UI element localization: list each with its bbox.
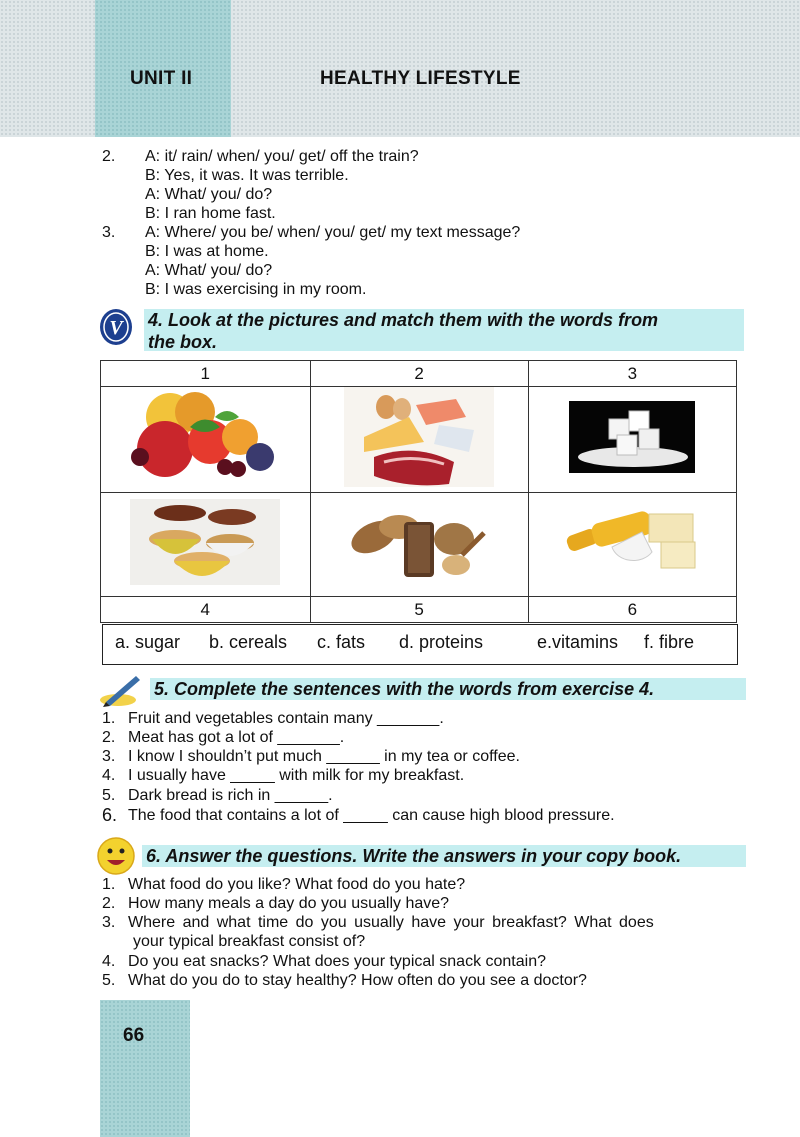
svg-text:V: V <box>109 317 123 339</box>
dialog-line: A: What/ you/ do? <box>145 186 273 203</box>
unit-label: UNIT II <box>130 68 193 89</box>
word-option: c. fats <box>317 632 366 652</box>
fats-image <box>557 502 707 582</box>
cereals-image <box>130 499 280 585</box>
list-item: I know I shouldn’t put much ______ in my tea or coffee. <box>128 748 520 765</box>
dialog-line: B: I was at home. <box>145 243 269 260</box>
task4-title <box>144 309 744 351</box>
list-item: The food that contains a lot of _____ can cause high blood pressure. <box>128 807 615 824</box>
picture-number: 6 <box>528 597 736 623</box>
list-number: 3. <box>102 914 116 931</box>
word-option: d. proteins <box>399 632 484 652</box>
list-number: 1. <box>102 876 116 893</box>
picture-number: 1 <box>101 361 311 387</box>
task4-title-line2: the box. <box>148 332 218 352</box>
list-number: 1. <box>102 710 116 727</box>
dialog-number: 3. <box>102 224 116 241</box>
picture-sugar <box>528 387 736 493</box>
dialog-line: B: I was exercising in my room. <box>145 281 367 298</box>
task6-title: 6. Answer the questions. Write the answers in your copy book. <box>142 845 746 867</box>
list-item: Dark bread is rich in ______. <box>128 787 333 804</box>
proteins-image <box>344 387 494 487</box>
task4-title-line1: 4. Look at the pictures and match them with the words from <box>148 310 659 330</box>
sugar-image <box>569 401 695 473</box>
unit-title: HEALTHY LIFESTYLE <box>320 68 521 89</box>
picture-number: 2 <box>310 361 528 387</box>
picture-cereals <box>101 493 311 597</box>
pen-icon <box>98 670 144 708</box>
picture-fibre <box>310 493 528 597</box>
list-number: 5. <box>102 787 116 804</box>
list-item: What food do you like? What food do you hate? <box>128 876 466 893</box>
dialog-line: B: I ran home fast. <box>145 205 276 222</box>
dialog-line: A: Where/ you be/ when/ you/ get/ my text message? <box>145 224 521 241</box>
list-item: Do you eat snacks? What does your typical snack contain? <box>128 953 546 970</box>
task5-title: 5. Complete the sentences with the words from exercise 4. <box>150 678 746 700</box>
smiley-icon <box>96 836 136 876</box>
list-item-continued: your typical breakfast consist of? <box>133 933 366 950</box>
list-item: Where and what time do you usually have your breakfast? What does <box>128 914 654 931</box>
picture-proteins <box>310 387 528 493</box>
list-item: What do you do to stay healthy? How often do you see a doctor? <box>128 972 587 989</box>
dialog-line: B: Yes, it was. It was terrible. <box>145 167 349 184</box>
fibre-image <box>344 497 494 587</box>
picture-number: 4 <box>101 597 311 623</box>
list-item: I usually have _____ with milk for my breakfast. <box>128 767 465 784</box>
list-item: Meat has got a lot of _______. <box>128 729 345 746</box>
list-number: 5. <box>102 972 116 989</box>
picture-number: 3 <box>528 361 736 387</box>
dialog-line: A: What/ you/ do? <box>145 262 273 279</box>
page-number: 66 <box>123 1025 145 1046</box>
word-option: f. fibre <box>644 632 695 652</box>
list-number: 4. <box>102 953 116 970</box>
list-item: How many meals a day do you usually have? <box>128 895 450 912</box>
word-box <box>102 624 738 665</box>
dialog-number: 2. <box>102 148 116 165</box>
fruit-image <box>120 387 290 487</box>
picture-number: 5 <box>310 597 528 623</box>
word-option: b. cereals <box>209 632 288 652</box>
picture-fruit <box>101 387 311 493</box>
list-item: Fruit and vegetables contain many _______. <box>128 710 444 727</box>
word-option: a. sugar <box>115 632 181 652</box>
list-number: 6. <box>102 805 118 825</box>
list-number: 2. <box>102 729 116 746</box>
list-number: 2. <box>102 895 116 912</box>
list-number: 3. <box>102 748 116 765</box>
page-number-band <box>100 1000 190 1137</box>
vocabulary-icon <box>98 307 134 347</box>
dialog-line: A: it/ rain/ when/ you/ get/ off the train? <box>145 148 419 165</box>
pictures-table <box>100 360 737 623</box>
word-option: e.vitamins <box>537 632 619 652</box>
picture-fats <box>528 493 736 597</box>
list-number: 4. <box>102 767 116 784</box>
